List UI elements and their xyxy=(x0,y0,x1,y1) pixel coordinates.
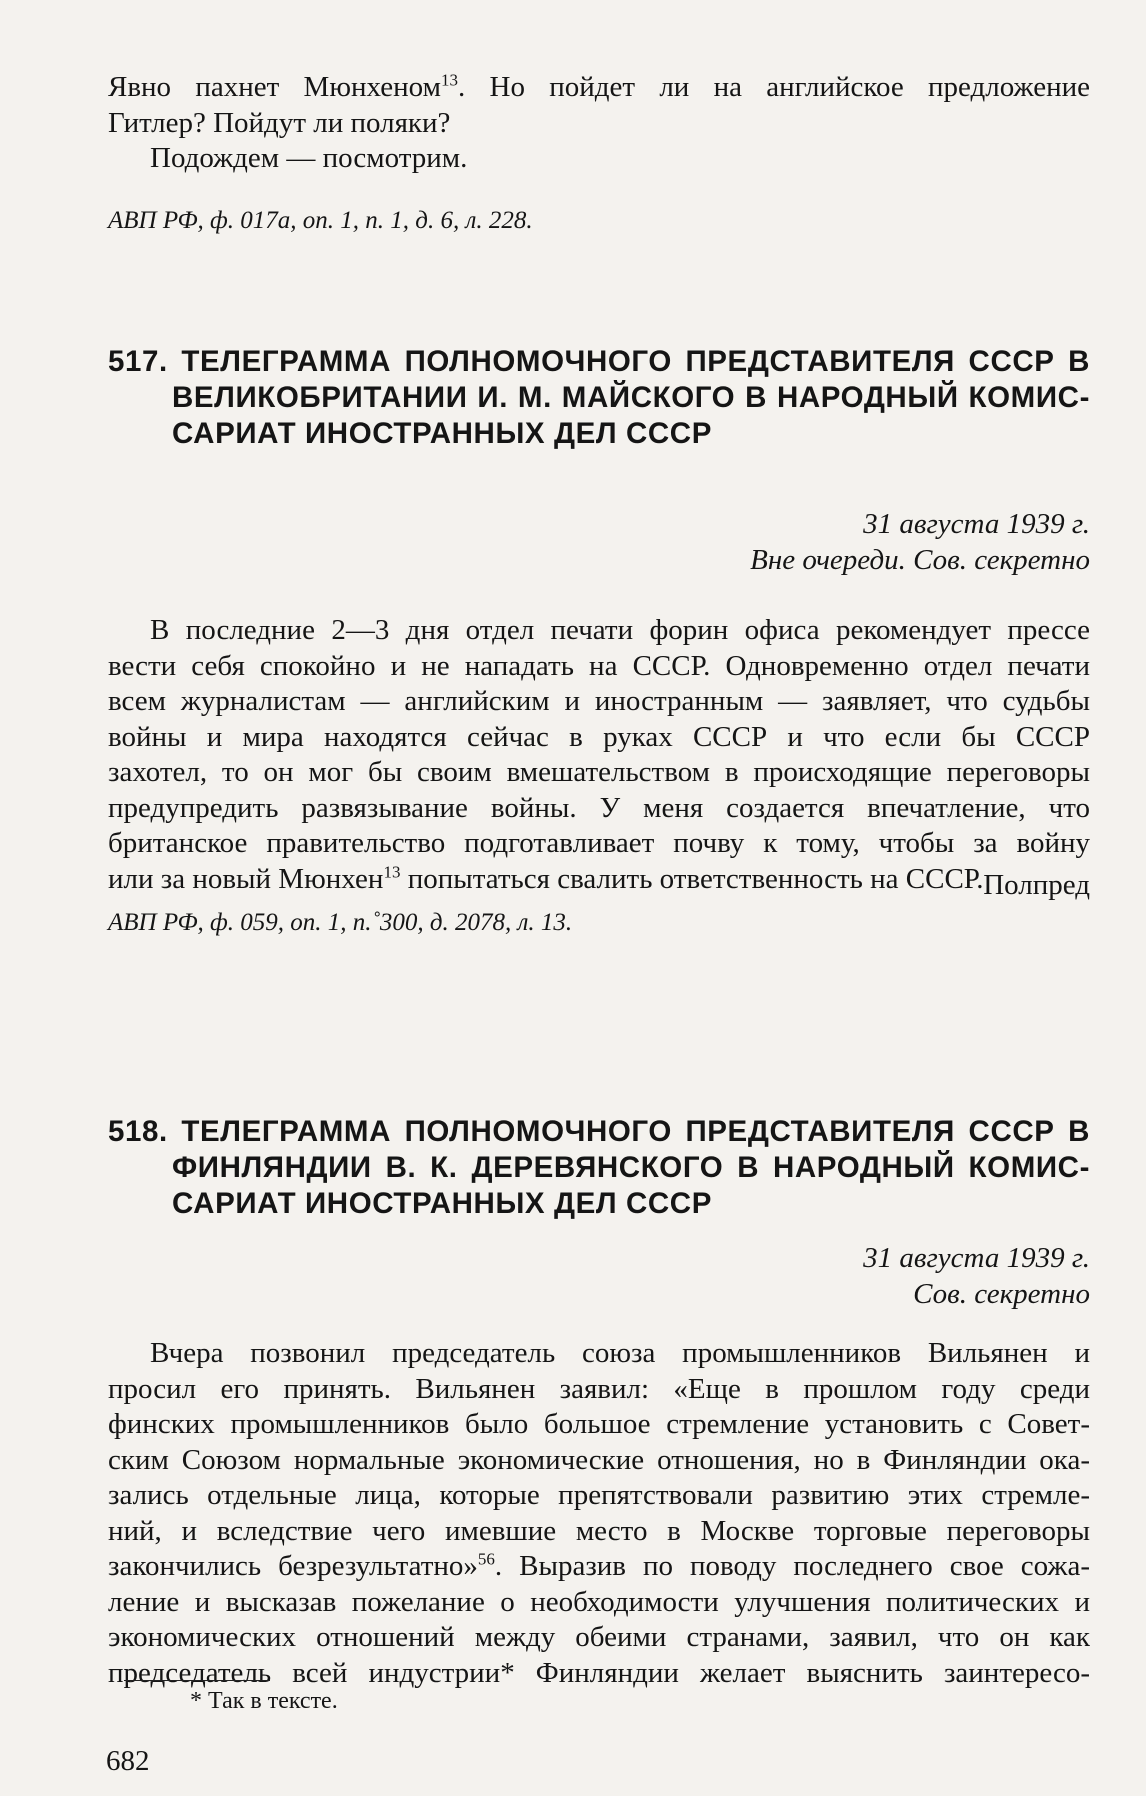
text-line: В последние 2—3 дня отдел печати форин офиса рекомендует прессе xyxy=(150,614,1090,646)
doc-518-date: 31 августа 1939 г. xyxy=(863,1242,1090,1274)
footnote-ref: 13 xyxy=(383,861,401,881)
text-line: финских промышленников было большое стремление установить с Совет- xyxy=(108,1408,1090,1440)
doc-517-date: 31 августа 1939 г. xyxy=(863,508,1090,540)
footnote-ref: 56 xyxy=(477,1549,495,1569)
page-number: 682 xyxy=(106,1745,150,1777)
doc-517-citation: АВП РФ, ф. 059, оп. 1, п.˚300, д. 2078, л. 13. xyxy=(108,909,573,936)
text-line: Явно пахнет Мюнхеном$^{13}$. Но пойдет ли на английское предложение xyxy=(108,70,1090,103)
doc-517-heading xyxy=(108,344,1090,452)
heading-line: ФИНЛЯНДИИ В. К. ДЕРЕВЯНСКОГО В НАРОДНЫЙ КОМИС- xyxy=(172,1151,1090,1184)
heading-line: ВЕЛИКОБРИТАНИИ И. М. МАЙСКОГО В НАРОДНЫЙ КОМИС- xyxy=(172,381,1090,414)
doc-518-body xyxy=(108,1336,1090,1691)
doc-518-heading xyxy=(108,1114,1090,1222)
text-line: Вчера позвонил председатель союза промышленников Вильянен и xyxy=(150,1337,1090,1369)
footnote: * Так в тексте. xyxy=(190,1688,338,1714)
text-line: британское правительство подготавливает почву к тому, чтобы за войну xyxy=(108,827,1090,859)
heading-line: 517. ТЕЛЕГРАММА ПОЛНОМОЧНОГО ПРЕДСТАВИТЕЛЯ СССР В xyxy=(108,345,1090,378)
text-line: войны и мира находятся сейчас в руках СССР и что если бы СССР xyxy=(108,720,1090,753)
text-line: ление и высказав пожелание о необходимости улучшения политических и xyxy=(108,1585,1090,1618)
text-line: ским Союзом нормальные экономические отношения, но в Финляндии ока- xyxy=(108,1443,1090,1476)
text-line: просил его принять. Вильянен заявил: «Еще в прошлом году среди xyxy=(108,1372,1090,1405)
text-line: экономических отношений между обеими странами, заявил, что он как xyxy=(108,1621,1090,1653)
text-line: ний, и вследствие чего имевшие место в Москве торговые переговоры xyxy=(108,1514,1090,1547)
text-line: вести себя спокойно и не нападать на СССР. Одновременно отдел печати xyxy=(108,649,1090,682)
footnote-ref: 13 xyxy=(440,70,458,90)
text-line: или за новый Мюнхен$^{13}$ попытаться свалить ответственность на СССР. xyxy=(108,861,984,895)
text-line: Гитлер? Пойдут ли поляки? xyxy=(108,106,451,139)
doc-517-signoff: Полпред xyxy=(983,869,1090,901)
heading-line: САРИАТ ИНОСТРАННЫХ ДЕЛ СССР xyxy=(172,417,712,450)
text-line: зались отдельные лица, которые препятствовали развитию этих стремле- xyxy=(108,1479,1090,1511)
text-line: председатель всей индустрии* Финляндии желает выяснить заинтересо- xyxy=(108,1656,1090,1689)
archive-citation: АВП РФ, ф. 017а, оп. 1, п. 1, д. 6, л. 228. xyxy=(108,207,533,234)
text-line: закончились безрезультатно»$^{56}$. Выразив по поводу последнего свое сожа- xyxy=(108,1549,1090,1582)
footnote-divider xyxy=(124,1680,270,1681)
heading-line: 518. ТЕЛЕГРАММА ПОЛНОМОЧНОГО ПРЕДСТАВИТЕЛЯ СССР В xyxy=(108,1115,1090,1148)
text-line: Подождем — посмотрим. xyxy=(150,142,468,174)
doc-518-classification: Сов. секретно xyxy=(913,1278,1090,1310)
heading-line: САРИАТ ИНОСТРАННЫХ ДЕЛ СССР xyxy=(172,1187,712,1220)
intro-paragraph xyxy=(108,70,1090,177)
doc-517-classification: Вне очереди. Сов. секретно xyxy=(750,544,1090,576)
text-line: захотел, то он мог бы своим вмешательством в происходящие переговоры xyxy=(108,756,1090,788)
text-line: всем журналистам — английским и иностранным — заявляет, что судьбы xyxy=(108,685,1090,717)
text-line: предупредить развязывание войны. У меня создается впечатление, что xyxy=(108,791,1090,824)
doc-517-body xyxy=(108,613,1090,897)
